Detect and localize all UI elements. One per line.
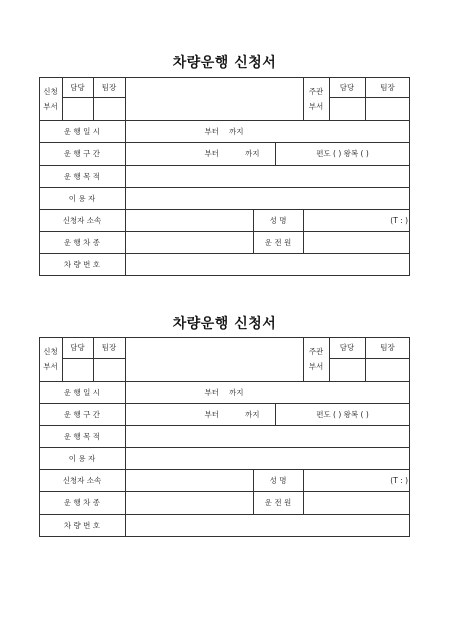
host-dept-label: 주관 부서 — [308, 347, 324, 371]
trip-type-field[interactable]: 편도 ( ) 왕복 ( ) — [316, 409, 369, 419]
approval-blank-area — [125, 77, 303, 120]
route-to-field[interactable]: 까지 — [245, 409, 260, 419]
host-staff-header: 담당 — [339, 82, 355, 92]
date-label: 운 행 일 시 — [63, 387, 101, 397]
applicant-staff-sign[interactable] — [62, 97, 93, 120]
driver-label: 운 전 원 — [264, 498, 292, 507]
host-leader-header: 팀장 — [380, 82, 395, 92]
purpose-field[interactable] — [125, 425, 410, 447]
route-label: 운 행 구 간 — [63, 409, 101, 419]
plate-field[interactable] — [125, 253, 410, 275]
plate-label: 차 량 번 호 — [63, 520, 101, 530]
trip-type-field[interactable]: 편도 ( ) 왕복 ( ) — [316, 149, 369, 158]
car-type-field[interactable] — [125, 491, 253, 514]
car-type-label: 운 행 차 종 — [63, 237, 101, 247]
route-from-field[interactable]: 부터 — [204, 409, 219, 419]
driver-label: 운 전 원 — [264, 237, 292, 247]
route-label: 운 행 구 간 — [63, 149, 101, 158]
applicant-dept-field[interactable] — [125, 209, 253, 231]
host-staff-header: 담당 — [339, 343, 355, 352]
date-from-field[interactable]: 부터 — [204, 126, 219, 136]
purpose-field[interactable] — [125, 165, 410, 187]
driver-field[interactable] — [303, 491, 410, 514]
driver-field[interactable] — [303, 231, 410, 253]
date-label: 운 행 일 시 — [63, 126, 101, 136]
host-leader-sign[interactable] — [365, 97, 410, 120]
applicant-staff-header: 담당 — [70, 82, 85, 92]
route-from-field[interactable]: 부터 — [204, 149, 219, 158]
applicant-staff-sign[interactable] — [62, 358, 93, 381]
plate-field[interactable] — [125, 514, 410, 536]
purpose-label: 운 행 목 적 — [63, 171, 101, 181]
applicant-dept-field-label: 신청자 소속 — [62, 215, 102, 225]
form-table — [39, 337, 410, 537]
approval-blank-area — [125, 337, 303, 381]
user-field[interactable] — [125, 447, 410, 469]
host-staff-sign[interactable] — [329, 97, 365, 120]
applicant-leader-sign[interactable] — [93, 358, 125, 381]
name-label: 성 명 — [269, 215, 287, 225]
user-field[interactable] — [125, 187, 410, 209]
applicant-leader-header: 팀장 — [101, 343, 117, 352]
host-leader-header: 팀장 — [380, 343, 395, 352]
host-dept-label: 주관 부서 — [308, 86, 324, 111]
name-phone-field[interactable]: (T : ) — [390, 215, 408, 225]
applicant-dept-label: 신청 부서 — [43, 347, 58, 371]
host-staff-sign[interactable] — [329, 358, 365, 381]
host-leader-sign[interactable] — [365, 358, 410, 381]
form-table — [39, 77, 410, 276]
name-phone-field[interactable]: (T : ) — [390, 475, 408, 485]
applicant-leader-header: 팀장 — [101, 82, 117, 92]
form-title: 차량운행 신청서 — [172, 55, 277, 71]
applicant-dept-label: 신청 부서 — [43, 86, 58, 111]
applicant-dept-field[interactable] — [125, 469, 253, 491]
user-label: 이 용 자 — [68, 193, 96, 203]
user-label: 이 용 자 — [68, 453, 96, 463]
date-to-field[interactable]: 까지 — [229, 387, 244, 397]
route-to-field[interactable]: 까지 — [245, 149, 260, 158]
applicant-staff-header: 담당 — [70, 343, 85, 352]
date-to-field[interactable]: 까지 — [229, 126, 244, 136]
form-title: 차량운행 신청서 — [172, 316, 277, 332]
date-from-field[interactable]: 부터 — [204, 387, 219, 397]
purpose-label: 운 행 목 적 — [63, 431, 101, 441]
plate-label: 차 량 번 호 — [63, 259, 101, 269]
name-label: 성 명 — [269, 475, 287, 485]
applicant-leader-sign[interactable] — [93, 97, 125, 120]
applicant-dept-field-label: 신청자 소속 — [62, 475, 102, 485]
car-type-label: 운 행 차 종 — [63, 498, 101, 507]
car-type-field[interactable] — [125, 231, 253, 253]
